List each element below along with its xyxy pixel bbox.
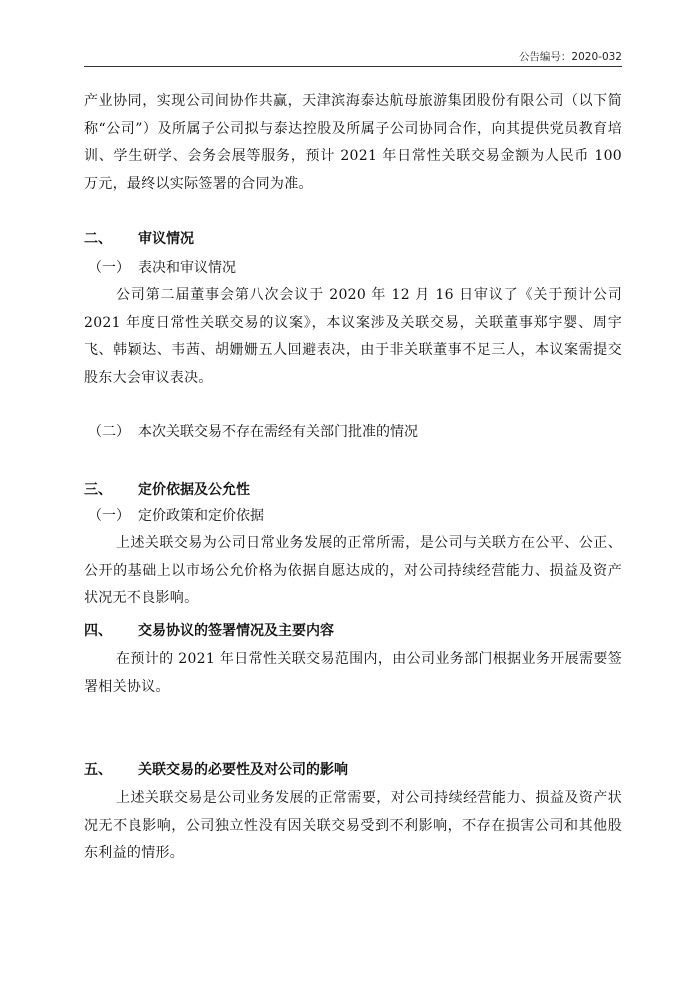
subsection-3-1-number: （一） [88,508,130,524]
section-2-title: 审议情况 [138,231,194,247]
section-3-heading [84,480,250,500]
paragraph-4: 在预计的 2021 年日常性关联交易范围内，由公司业务部门根据业务开展需要签署相关协议。 [84,651,622,695]
subsection-3-1-heading [88,506,264,526]
subsection-2-2-title: 本次关联交易不存在需经有关部门批准的情况 [138,424,418,440]
section-5-title: 关联交易的必要性及对公司的影响 [138,762,348,778]
section-2-heading [84,229,194,249]
section-4-number: 四、 [84,623,112,639]
subsection-2-1-title: 表决和审议情况 [138,260,236,276]
subsection-2-1-number: （一） [88,260,130,276]
subsection-2-2-number: （二） [88,424,130,440]
subsection-2-1-heading [88,258,236,278]
subsection-2-2-heading [88,422,418,442]
intro-paragraph: 产业协同，实现公司间协作共赢，天津滨海泰达航母旅游集团股份有限公司（以下简称“公司”）及所属子公司拟与泰达控股及所属子公司协同合作，向其提供党员教育培训、学生研学、会务会展等服务，预计 2021 年日常性关联交易金额为人民币 100 万元，最终以实际签署的合同为准。 [84,93,622,192]
document-number: 公告编号：2020-032 [518,51,622,63]
section-2-number: 二、 [84,231,112,247]
paragraph-3-1: 上述关联交易为公司日常业务发展的正常所需，是公司与关联方在公平、公正、公开的基础上以市场公允价格为依据自愿达成的，对公司持续经营能力、损益及资产状况无不良影响。 [84,535,622,606]
section-5-number: 五、 [84,762,112,778]
section-3-number: 三、 [84,482,112,498]
section-3-title: 定价依据及公允性 [138,482,250,498]
paragraph-2-1: 公司第二届董事会第八次会议于 2020 年 12 月 16 日审议了《关于预计公司 2021 年度日常性关联交易的议案》，本议案涉及关联交易，关联董事郑宇婴、周宇飞、韩颖达、韦茜、胡姗姗五人回避表决，由于非关联董事不足三人，本议案需提交股东大会审议表决。 [84,287,622,386]
page-header [84,44,622,67]
section-4-title: 交易协议的签署情况及主要内容 [138,623,334,639]
paragraph-5: 上述关联交易是公司业务发展的正常需要，对公司持续经营能力、损益及资产状况无不良影响，公司独立性没有因关联交易受到不利影响，不存在损害公司和其他股东利益的情形。 [84,790,622,861]
section-4-heading [84,621,334,641]
section-5-heading [84,760,348,780]
subsection-3-1-title: 定价政策和定价依据 [138,508,264,524]
